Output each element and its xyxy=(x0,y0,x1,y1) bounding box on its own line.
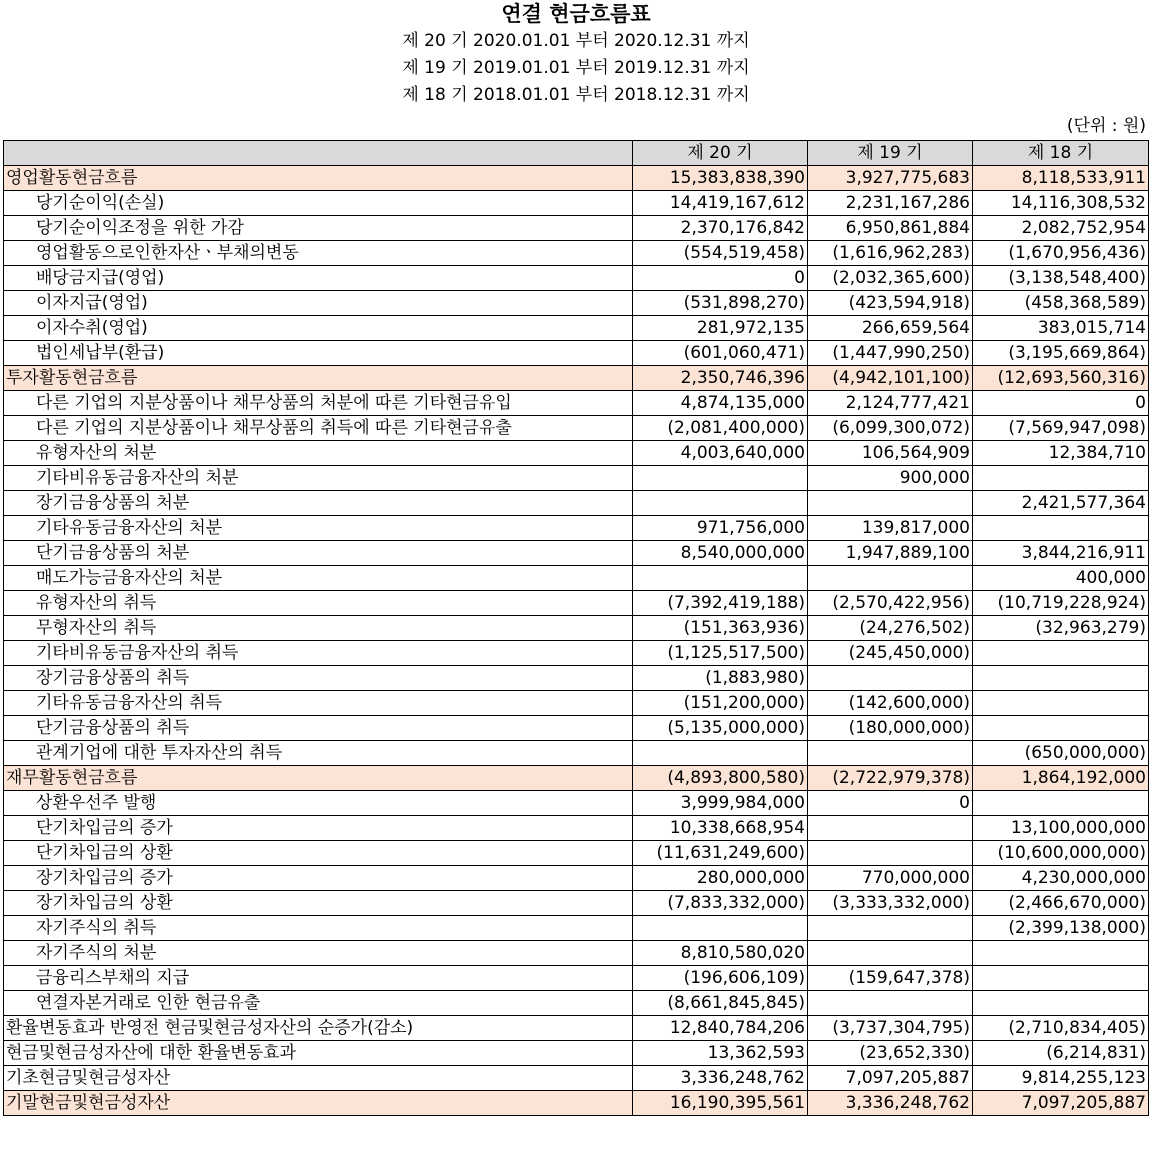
row-label: 기말현금및현금성자산 xyxy=(4,1091,633,1116)
value-period-20: 4,874,135,000 xyxy=(633,391,808,416)
unit-label: (단위 : 원) xyxy=(1066,116,1146,136)
row-label: 단기금융상품의 취득 xyxy=(4,716,633,741)
value-period-20: (601,060,471) xyxy=(633,341,808,366)
table-row xyxy=(4,641,1149,666)
value-period-18: (6,214,831) xyxy=(973,1041,1149,1066)
table-row xyxy=(4,691,1149,716)
value-period-19 xyxy=(808,991,973,1016)
value-period-18: (12,693,560,316) xyxy=(973,366,1149,391)
row-label: 유형자산의 처분 xyxy=(4,441,633,466)
table-row xyxy=(4,191,1149,216)
value-period-19: (180,000,000) xyxy=(808,716,973,741)
value-period-19: (3,737,304,795) xyxy=(808,1016,973,1041)
row-label: 배당금지급(영업) xyxy=(4,266,633,291)
period-line-20: 제 20 기 2020.01.01 부터 2020.12.31 까지 xyxy=(402,31,750,51)
row-label: 장기차입금의 상환 xyxy=(4,891,633,916)
value-period-18 xyxy=(973,691,1149,716)
value-period-18: (650,000,000) xyxy=(973,741,1149,766)
value-period-18: (458,368,589) xyxy=(973,291,1149,316)
value-period-18: 383,015,714 xyxy=(973,316,1149,341)
value-period-19: 7,097,205,887 xyxy=(808,1066,973,1091)
period-line-18: 제 18 기 2018.01.01 부터 2018.12.31 까지 xyxy=(402,85,750,105)
value-period-20: 2,350,746,396 xyxy=(633,366,808,391)
value-period-19: (6,099,300,072) xyxy=(808,416,973,441)
value-period-19 xyxy=(808,666,973,691)
value-period-19: 2,124,777,421 xyxy=(808,391,973,416)
row-label: 환율변동효과 반영전 현금및현금성자산의 순증가(감소) xyxy=(4,1016,633,1041)
value-period-20: 16,190,395,561 xyxy=(633,1091,808,1116)
value-period-20: (11,631,249,600) xyxy=(633,841,808,866)
value-period-18 xyxy=(973,791,1149,816)
value-period-20: (7,833,332,000) xyxy=(633,891,808,916)
row-label: 기타유동금융자산의 처분 xyxy=(4,516,633,541)
value-period-18: 1,864,192,000 xyxy=(973,766,1149,791)
value-period-19: (3,333,332,000) xyxy=(808,891,973,916)
table-row xyxy=(4,266,1149,291)
table-row xyxy=(4,841,1149,866)
value-period-19: 900,000 xyxy=(808,466,973,491)
row-label: 상환우선주 발행 xyxy=(4,791,633,816)
value-period-19: (142,600,000) xyxy=(808,691,973,716)
value-period-18: (10,719,228,924) xyxy=(973,591,1149,616)
row-label: 자기주식의 취득 xyxy=(4,916,633,941)
value-period-18: (2,466,670,000) xyxy=(973,891,1149,916)
table-row xyxy=(4,1041,1149,1066)
table-row xyxy=(4,1091,1149,1116)
value-period-20: 2,370,176,842 xyxy=(633,216,808,241)
table-row xyxy=(4,1016,1149,1041)
table-row xyxy=(4,341,1149,366)
table-row xyxy=(4,766,1149,791)
row-label: 유형자산의 취득 xyxy=(4,591,633,616)
value-period-18: 2,421,577,364 xyxy=(973,491,1149,516)
value-period-19 xyxy=(808,841,973,866)
value-period-20: (151,363,936) xyxy=(633,616,808,641)
value-period-18: (3,195,669,864) xyxy=(973,341,1149,366)
row-label: 관계기업에 대한 투자자산의 취득 xyxy=(4,741,633,766)
cash-flow-table xyxy=(3,140,1149,1116)
row-label: 자기주식의 처분 xyxy=(4,941,633,966)
value-period-18: (2,399,138,000) xyxy=(973,916,1149,941)
value-period-19: (23,652,330) xyxy=(808,1041,973,1066)
row-label: 연결자본거래로 인한 현금유출 xyxy=(4,991,633,1016)
value-period-20: 10,338,668,954 xyxy=(633,816,808,841)
row-label: 기타비유동금융자산의 취득 xyxy=(4,641,633,666)
table-row xyxy=(4,591,1149,616)
value-period-18: 2,082,752,954 xyxy=(973,216,1149,241)
value-period-19: 6,950,861,884 xyxy=(808,216,973,241)
table-header-row xyxy=(4,141,1149,166)
value-period-18 xyxy=(973,516,1149,541)
value-period-20 xyxy=(633,566,808,591)
table-body xyxy=(4,166,1149,1116)
table-row xyxy=(4,466,1149,491)
value-period-19: 2,231,167,286 xyxy=(808,191,973,216)
row-label: 기초현금및현금성자산 xyxy=(4,1066,633,1091)
value-period-20: 280,000,000 xyxy=(633,866,808,891)
value-period-19: (2,570,422,956) xyxy=(808,591,973,616)
value-period-18: (10,600,000,000) xyxy=(973,841,1149,866)
table-row xyxy=(4,241,1149,266)
row-label: 장기차입금의 증가 xyxy=(4,866,633,891)
header-label-column xyxy=(4,141,633,166)
row-label: 이자지급(영업) xyxy=(4,291,633,316)
row-label: 현금및현금성자산에 대한 환율변동효과 xyxy=(4,1041,633,1066)
value-period-18: (1,670,956,436) xyxy=(973,241,1149,266)
value-period-18: 8,118,533,911 xyxy=(973,166,1149,191)
table-row xyxy=(4,966,1149,991)
header-period-19: 제 19 기 xyxy=(808,141,973,166)
table-row xyxy=(4,216,1149,241)
value-period-18: 9,814,255,123 xyxy=(973,1066,1149,1091)
row-label: 장기금융상품의 취득 xyxy=(4,666,633,691)
value-period-20: 8,540,000,000 xyxy=(633,541,808,566)
value-period-18: (2,710,834,405) xyxy=(973,1016,1149,1041)
table-row xyxy=(4,516,1149,541)
value-period-19: (159,647,378) xyxy=(808,966,973,991)
value-period-20: (8,661,845,845) xyxy=(633,991,808,1016)
value-period-18: 4,230,000,000 xyxy=(973,866,1149,891)
value-period-18: 14,116,308,532 xyxy=(973,191,1149,216)
row-label: 금융리스부채의 지급 xyxy=(4,966,633,991)
table-row xyxy=(4,366,1149,391)
row-label: 재무활동현금흐름 xyxy=(4,766,633,791)
row-label: 매도가능금융자산의 처분 xyxy=(4,566,633,591)
table-row xyxy=(4,791,1149,816)
value-period-19: 1,947,889,100 xyxy=(808,541,973,566)
row-label: 법인세납부(환급) xyxy=(4,341,633,366)
table-row xyxy=(4,541,1149,566)
value-period-19: (4,942,101,100) xyxy=(808,366,973,391)
table-row xyxy=(4,416,1149,441)
value-period-20: (2,081,400,000) xyxy=(633,416,808,441)
value-period-18: 13,100,000,000 xyxy=(973,816,1149,841)
row-label: 단기금융상품의 처분 xyxy=(4,541,633,566)
value-period-19 xyxy=(808,816,973,841)
value-period-19: (1,616,962,283) xyxy=(808,241,973,266)
value-period-20 xyxy=(633,741,808,766)
value-period-19: (2,032,365,600) xyxy=(808,266,973,291)
row-label: 다른 기업의 지분상품이나 채무상품의 취득에 따른 기타현금유출 xyxy=(4,416,633,441)
table-row xyxy=(4,441,1149,466)
value-period-18: (32,963,279) xyxy=(973,616,1149,641)
value-period-18 xyxy=(973,966,1149,991)
row-label: 투자활동현금흐름 xyxy=(4,366,633,391)
value-period-18 xyxy=(973,716,1149,741)
value-period-20: (5,135,000,000) xyxy=(633,716,808,741)
value-period-20 xyxy=(633,916,808,941)
row-label: 기타유동금융자산의 취득 xyxy=(4,691,633,716)
value-period-19: (2,722,979,378) xyxy=(808,766,973,791)
statement-header xyxy=(0,0,1152,109)
value-period-20 xyxy=(633,491,808,516)
value-period-18 xyxy=(973,666,1149,691)
value-period-20: (151,200,000) xyxy=(633,691,808,716)
value-period-18 xyxy=(973,941,1149,966)
value-period-20: 0 xyxy=(633,266,808,291)
table-row xyxy=(4,741,1149,766)
value-period-18: 400,000 xyxy=(973,566,1149,591)
value-period-20: 4,003,640,000 xyxy=(633,441,808,466)
table-row xyxy=(4,991,1149,1016)
table-row xyxy=(4,391,1149,416)
statement-title: 연결 현금흐름표 xyxy=(501,1,651,26)
row-label: 기타비유동금융자산의 처분 xyxy=(4,466,633,491)
value-period-19: 770,000,000 xyxy=(808,866,973,891)
row-label: 단기차입금의 증가 xyxy=(4,816,633,841)
row-label: 단기차입금의 상환 xyxy=(4,841,633,866)
row-label: 영업활동현금흐름 xyxy=(4,166,633,191)
value-period-19: (24,276,502) xyxy=(808,616,973,641)
value-period-20 xyxy=(633,466,808,491)
value-period-20: 15,383,838,390 xyxy=(633,166,808,191)
table-row xyxy=(4,566,1149,591)
value-period-20: (554,519,458) xyxy=(633,241,808,266)
value-period-19: 266,659,564 xyxy=(808,316,973,341)
period-line-19: 제 19 기 2019.01.01 부터 2019.12.31 까지 xyxy=(402,58,750,78)
value-period-19 xyxy=(808,941,973,966)
row-label: 다른 기업의 지분상품이나 채무상품의 처분에 따른 기타현금유입 xyxy=(4,391,633,416)
value-period-19 xyxy=(808,916,973,941)
table-row xyxy=(4,491,1149,516)
value-period-18: 3,844,216,911 xyxy=(973,541,1149,566)
row-label: 당기순이익(손실) xyxy=(4,191,633,216)
value-period-20: 13,362,593 xyxy=(633,1041,808,1066)
value-period-18: (7,569,947,098) xyxy=(973,416,1149,441)
value-period-18: 7,097,205,887 xyxy=(973,1091,1149,1116)
header-period-20: 제 20 기 xyxy=(633,141,808,166)
value-period-19: 3,336,248,762 xyxy=(808,1091,973,1116)
value-period-18: (3,138,548,400) xyxy=(973,266,1149,291)
value-period-20: (1,883,980) xyxy=(633,666,808,691)
header-period-18: 제 18 기 xyxy=(973,141,1149,166)
value-period-19 xyxy=(808,491,973,516)
value-period-19: 139,817,000 xyxy=(808,516,973,541)
value-period-18 xyxy=(973,991,1149,1016)
table-row xyxy=(4,816,1149,841)
table-row xyxy=(4,291,1149,316)
value-period-20: 281,972,135 xyxy=(633,316,808,341)
table-row xyxy=(4,916,1149,941)
table-row xyxy=(4,1066,1149,1091)
value-period-18: 0 xyxy=(973,391,1149,416)
value-period-19: (245,450,000) xyxy=(808,641,973,666)
value-period-19: 3,927,775,683 xyxy=(808,166,973,191)
value-period-20: 14,419,167,612 xyxy=(633,191,808,216)
table-row xyxy=(4,716,1149,741)
value-period-20: 3,999,984,000 xyxy=(633,791,808,816)
value-period-18 xyxy=(973,641,1149,666)
value-period-19: (1,447,990,250) xyxy=(808,341,973,366)
table-row xyxy=(4,866,1149,891)
row-label: 장기금융상품의 처분 xyxy=(4,491,633,516)
table-row xyxy=(4,316,1149,341)
row-label: 무형자산의 취득 xyxy=(4,616,633,641)
table-row xyxy=(4,616,1149,641)
value-period-20: 3,336,248,762 xyxy=(633,1066,808,1091)
value-period-18 xyxy=(973,466,1149,491)
value-period-20: 971,756,000 xyxy=(633,516,808,541)
value-period-19 xyxy=(808,566,973,591)
table-row xyxy=(4,666,1149,691)
table-row xyxy=(4,891,1149,916)
value-period-20: 8,810,580,020 xyxy=(633,941,808,966)
value-period-20: (531,898,270) xyxy=(633,291,808,316)
row-label: 당기순이익조정을 위한 가감 xyxy=(4,216,633,241)
value-period-20: 12,840,784,206 xyxy=(633,1016,808,1041)
row-label: 이자수취(영업) xyxy=(4,316,633,341)
value-period-19: 106,564,909 xyxy=(808,441,973,466)
value-period-20: (4,893,800,580) xyxy=(633,766,808,791)
table-row xyxy=(4,941,1149,966)
value-period-20: (196,606,109) xyxy=(633,966,808,991)
row-label: 영업활동으로인한자산ㆍ부채의변동 xyxy=(4,241,633,266)
value-period-20: (1,125,517,500) xyxy=(633,641,808,666)
value-period-20: (7,392,419,188) xyxy=(633,591,808,616)
table-row xyxy=(4,166,1149,191)
value-period-19: 0 xyxy=(808,791,973,816)
value-period-19: (423,594,918) xyxy=(808,291,973,316)
value-period-18: 12,384,710 xyxy=(973,441,1149,466)
value-period-19 xyxy=(808,741,973,766)
